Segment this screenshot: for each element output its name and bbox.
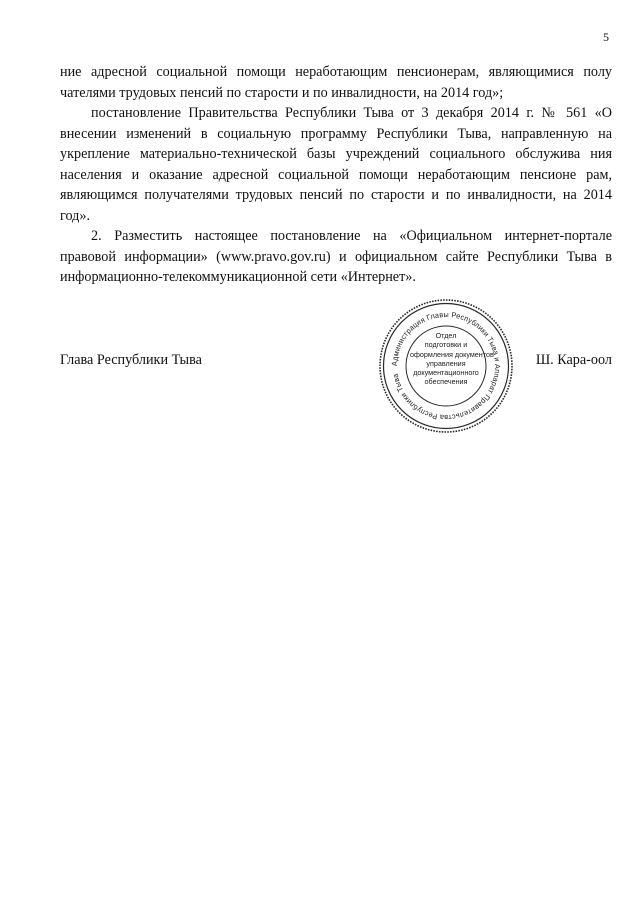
official-seal bbox=[376, 296, 516, 436]
text-line: правовой информации» (www.pravo.gov.ru) и официальном сайте Республики Тыва в bbox=[60, 248, 612, 265]
text-line: ние адресной социальной помощи неработающим пенсионерам, являющимися полу bbox=[60, 64, 612, 80]
text-line: рам, являющимся получателями трудовых пенсий по старости и по инвалидности, bbox=[60, 166, 613, 203]
seal-ring-text-path: Администрация Главы Республики Тыва и Аппарат Правительства Республики Тыва bbox=[389, 309, 503, 423]
seal-line: управления bbox=[426, 358, 466, 368]
text-line: ния населения и оказание адресной социальной помощи неработающим пенсионе bbox=[60, 146, 613, 183]
seal-line: подготовки и bbox=[424, 340, 468, 350]
seal-line: Отдел bbox=[435, 331, 457, 340]
text-line: «О внесении изменений в социальную программу Республики Тыва, направленную bbox=[60, 105, 612, 142]
paragraph-resolution-reference bbox=[60, 103, 612, 226]
text-line: информационно-телекоммуникационной сети «Интернет». bbox=[60, 269, 416, 285]
seal-center-text bbox=[410, 331, 494, 387]
paragraph-publication-clause bbox=[60, 226, 612, 288]
text-line: чателями трудовых пенсий по старости и по инвалидности, на 2014 год»; bbox=[60, 84, 504, 101]
paragraph-continuation bbox=[60, 62, 612, 103]
text-line: на 2014 год». bbox=[60, 187, 612, 224]
signer-title: Глава Республики Тыва bbox=[60, 352, 202, 368]
seal-line: оформления документов bbox=[410, 349, 494, 359]
text-line: 2. Разместить настоящее постановление на «Официальном интернет-портале bbox=[91, 228, 612, 244]
text-line: на укрепление материально-технической базы учреждений социального обслужива bbox=[60, 125, 612, 162]
seal-line: обеспечения bbox=[424, 377, 468, 387]
seal-line: документационного bbox=[413, 368, 479, 378]
text-line: постановление Правительства Республики Тыва от 3 декабря 2014 г. № 561 bbox=[91, 105, 595, 121]
signer-name: Ш. Кара-оол bbox=[535, 352, 612, 368]
page-number: 5 bbox=[603, 30, 609, 44]
document-body bbox=[60, 62, 612, 288]
